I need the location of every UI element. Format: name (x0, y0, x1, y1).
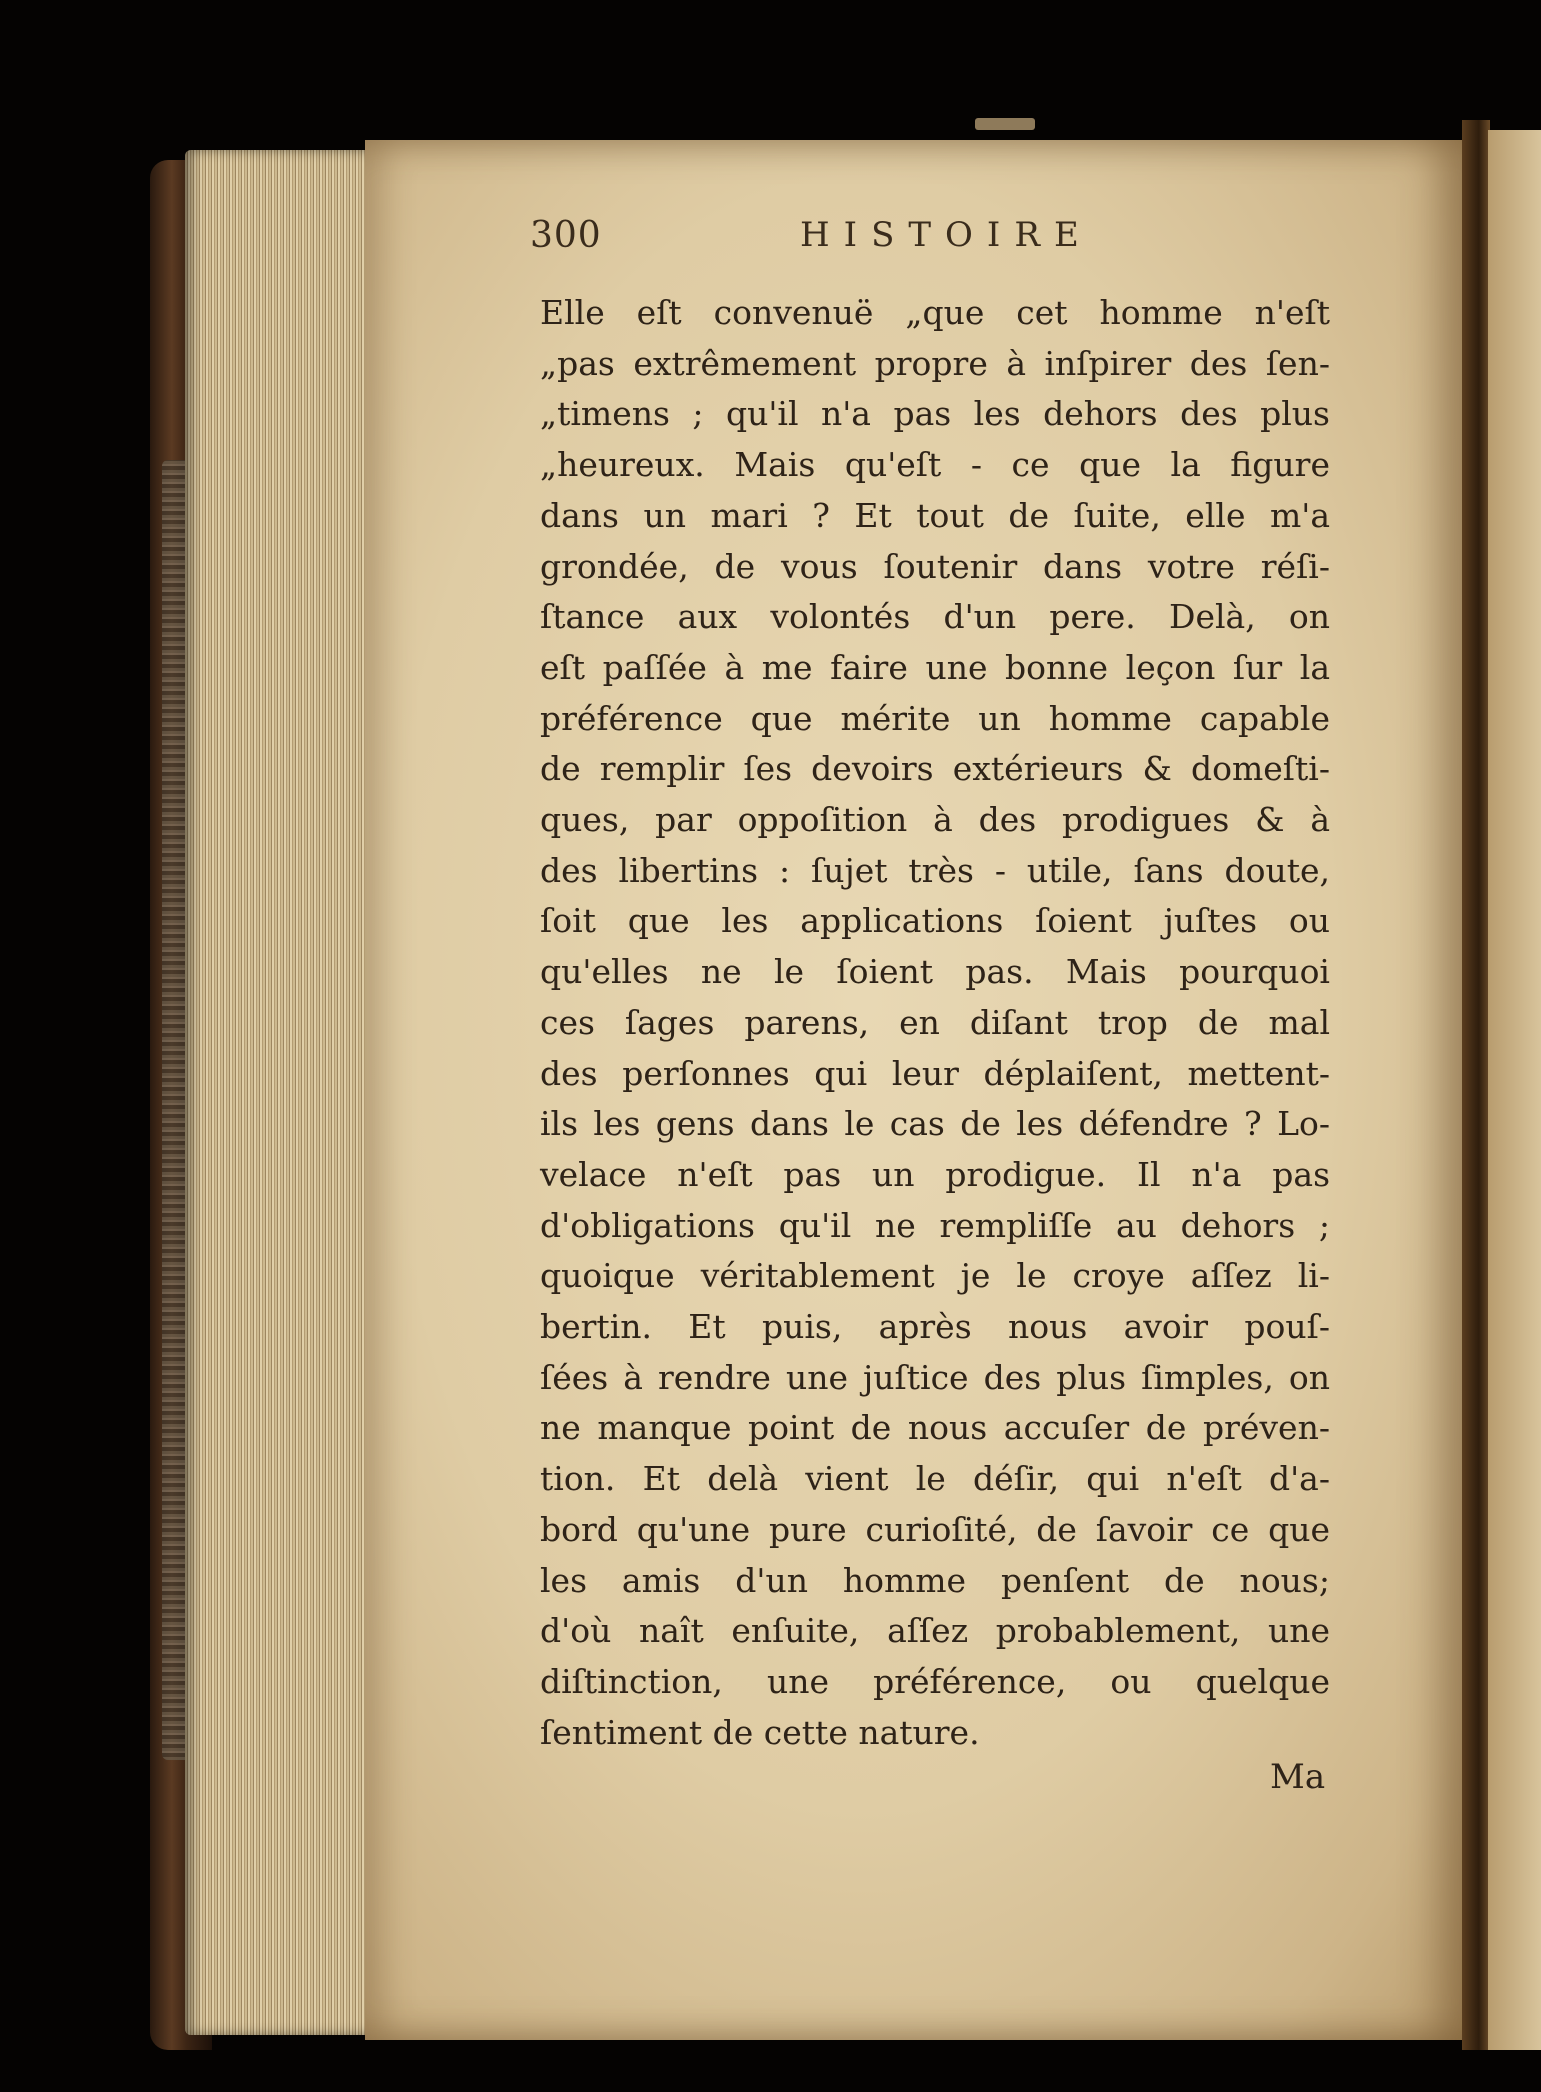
text-line: ſtance aux volontés d'un pere. Delà, on (540, 597, 1330, 637)
page-number: 300 (530, 215, 602, 256)
running-head: HISTOIRE (800, 215, 1093, 255)
binding-tab (975, 118, 1035, 130)
text-line: velace n'eſt pas un prodigue. Il n'a pas (540, 1154, 1330, 1194)
text-line: bertin. Et puis, après nous avoir pouſ- (540, 1307, 1330, 1347)
text-line: grondée, de vous ſoutenir dans votre réſi- (540, 546, 1330, 586)
text-line: quoique véritablement je le croye aſſez li- (540, 1256, 1330, 1296)
text-line: ques, par oppoſition à des prodigues & à (540, 800, 1330, 840)
text-line: de remplir ſes devoirs extérieurs & domeſti- (540, 749, 1330, 789)
catchword: Ma (1270, 1757, 1326, 1797)
text-line: d'obligations qu'il ne rempliſſe au dehors ; (540, 1205, 1330, 1245)
text-line: d'où naît enſuite, aſſez probablement, une (540, 1611, 1330, 1651)
text-line: des perſonnes qui leur déplaiſent, mettent- (540, 1053, 1330, 1093)
text-line: qu'elles ne le ſoient pas. Mais pourquoi (540, 952, 1330, 992)
facing-page-edge (1488, 130, 1541, 2050)
text-line: ſées à rendre une juſtice des plus ſimples, on (540, 1357, 1330, 1397)
body-text (540, 288, 1330, 1758)
text-line: ſentiment de cette nature. (540, 1712, 980, 1752)
text-line: ils les gens dans le cas de les défendre ? Lo- (540, 1104, 1330, 1144)
text-line: „timens ; qu'il n'a pas les dehors des plus (540, 394, 1330, 434)
text-line: „heureux. Mais qu'eſt - ce que la figure (540, 445, 1330, 485)
book-gutter (1462, 120, 1490, 2050)
text-line: préférence que mérite un homme capable (540, 698, 1330, 738)
page-edges (185, 150, 375, 2035)
text-line: des libertins : ſujet très - utile, ſans doute, (540, 850, 1330, 890)
text-line: tion. Et delà vient le déſir, qui n'eſt d'a- (540, 1459, 1330, 1499)
text-line: diſtinction, une préférence, ou quelque (540, 1661, 1330, 1701)
text-line: dans un mari ? Et tout de ſuite, elle m'a (540, 495, 1330, 535)
text-line: Elle eſt convenuë „que cet homme n'eſt (540, 293, 1330, 332)
text-line: eſt paſſée à me faire une bonne leçon ſur la (540, 647, 1330, 687)
text-line: bord qu'une pure curioſité, de ſavoir ce que (540, 1509, 1330, 1549)
text-line: ne manque point de nous accuſer de préven- (540, 1408, 1330, 1448)
page-header (530, 215, 1330, 261)
text-line: ſoit que les applications ſoient juſtes ou (540, 901, 1330, 941)
text-line: „pas extrêmement propre à inſpirer des ſen- (540, 343, 1330, 383)
text-line: ces ſages parens, en diſant trop de mal (540, 1002, 1330, 1042)
text-line: les amis d'un homme penſent de nous; (540, 1560, 1330, 1600)
